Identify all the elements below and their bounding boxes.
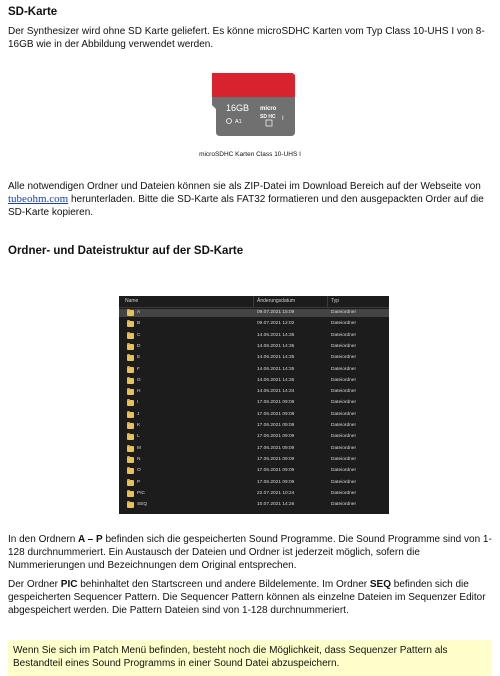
- folder-row[interactable]: [119, 343, 389, 351]
- folder-date: 09.07.2021 15:09: [257, 310, 295, 315]
- folder-row[interactable]: [119, 456, 389, 464]
- folder-date: 17.06.2021 09:08: [257, 423, 295, 428]
- download-paragraph: [8, 180, 494, 219]
- folder-date: 17.06.2021 09:09: [257, 456, 295, 462]
- folder-name: B: [137, 321, 141, 327]
- folders-a-p-paragraph: [8, 533, 496, 572]
- folder-row[interactable]: [119, 445, 389, 453]
- folder-date: 14.06.2021 14:35: [257, 343, 295, 349]
- folder-type: Dateiordner: [331, 490, 357, 496]
- folder-name: PIC: [137, 490, 145, 496]
- folder-row[interactable]: [119, 501, 389, 509]
- card-uhs-mark: I: [282, 116, 284, 122]
- folder-date: 17.06.2021 09:09: [257, 468, 295, 474]
- section-title-folder-structure: Ordner- und Dateistruktur auf der SD-Karte: [8, 245, 244, 257]
- folder-row[interactable]: [119, 309, 389, 317]
- folder-type: Dateiordner: [331, 502, 357, 508]
- folder-type: Dateiordner: [331, 411, 357, 417]
- folder-date: 17.06.2021 09:09: [257, 445, 295, 451]
- folder-name: J: [137, 411, 140, 417]
- folder-icon: [127, 491, 134, 497]
- folder-type: Dateiordner: [331, 389, 357, 395]
- folder-type: Dateiordner: [331, 468, 357, 474]
- folder-date: 14.06.2021 14:34: [257, 389, 295, 395]
- folder-row[interactable]: [119, 332, 389, 340]
- p4-text-a: Der Ordner: [8, 579, 61, 590]
- download-text-a: Alle notwendigen Ordner und Dateien können sie als ZIP-Datei im Download Bereich auf der Webseite von: [8, 181, 481, 192]
- tubeohm-link[interactable]: tubeohm.com: [8, 193, 69, 205]
- card-class-label: A1: [235, 119, 242, 125]
- folder-type: Dateiordner: [331, 434, 357, 440]
- folder-name: A: [137, 310, 141, 315]
- folder-row[interactable]: [119, 320, 389, 328]
- folder-name: C: [137, 332, 141, 338]
- folder-date: 14.06.2021 14:35: [257, 366, 295, 372]
- folder-type: Dateiordner: [331, 456, 357, 462]
- microsd-card-image: [208, 73, 295, 136]
- folder-type: Dateiordner: [331, 400, 357, 406]
- folder-icon: [127, 310, 134, 316]
- folder-icon: [127, 400, 134, 406]
- folder-date: 09.07.2021 12:02: [257, 321, 295, 327]
- folder-row[interactable]: [119, 399, 389, 407]
- file-explorer-screenshot: [119, 296, 389, 514]
- folder-type: Dateiordner: [331, 445, 357, 451]
- note-text: Wenn Sie sich im Patch Menü befinden, besteht noch die Möglichkeit, dass Sequenzer Pattern als Bestandteil eines Sound Programms in einer Sound Datei abzuspeichern.: [13, 645, 448, 669]
- folder-date: 22.07.2021 10:24: [257, 490, 295, 496]
- folder-icon: [127, 355, 134, 361]
- folder-row[interactable]: [119, 433, 389, 441]
- folder-date: 17.06.2021 09:08: [257, 411, 295, 417]
- folder-row[interactable]: [119, 479, 389, 487]
- folder-icon: [127, 378, 134, 384]
- folder-name: D: [137, 343, 141, 349]
- folder-icon: [127, 423, 134, 429]
- folder-icon: [127, 468, 134, 474]
- card-caption: microSDHC Karten Class 10-UHS I: [199, 151, 301, 158]
- p3-bold-a-p: A – P: [78, 534, 103, 545]
- folder-name: F: [137, 366, 140, 372]
- column-date[interactable]: Änderungsdatum: [257, 298, 296, 304]
- folder-name: K: [137, 423, 141, 428]
- p4-bold-pic: PIC: [60, 579, 78, 590]
- section-title-sd-karte: SD-Karte: [8, 6, 58, 18]
- folder-date: 14.06.2021 14:35: [257, 332, 295, 338]
- folders-pic-seq-paragraph: [8, 578, 496, 617]
- card-capacity: 16GB: [226, 103, 250, 113]
- intro-paragraph: Der Synthesizer wird ohne SD Karte geliefert. Es könne microSDHC Karten vom Typ Class 10-UHS I von 8-16GB wie in der Abbildung verwendet werden.: [8, 26, 485, 50]
- folder-icon: [127, 502, 134, 508]
- folder-name: E: [137, 355, 141, 361]
- folder-name: O: [137, 468, 141, 474]
- folder-date: 14.06.2021 14:35: [257, 377, 295, 383]
- folder-row[interactable]: [119, 388, 389, 396]
- folder-row[interactable]: [119, 354, 389, 362]
- folder-icon: [127, 457, 134, 463]
- folder-type: Dateiordner: [331, 310, 357, 315]
- folder-icon: [127, 480, 134, 486]
- folder-type: Dateiordner: [331, 332, 357, 338]
- p4-bold-seq: SEQ: [369, 579, 391, 590]
- folder-date: 17.06.2021 09:09: [257, 434, 295, 440]
- p3-text-c: befinden sich die gespeicherten Sound Programme. Die Sound Programme sind von 1-128 durchnummeriert. Ein Austausch der Dateien und Ordner ist jederzeit möglich, sofern die Nummerierungen und Bezeichnungen dem Original entsprechen.: [8, 534, 492, 571]
- folder-name: N: [137, 456, 141, 462]
- folder-icon: [127, 321, 134, 327]
- folder-row[interactable]: [119, 467, 389, 475]
- folder-date: 17.06.2021 09:08: [257, 400, 295, 406]
- folder-icon: [127, 389, 134, 395]
- folder-type: Dateiordner: [331, 343, 357, 349]
- folder-type: Dateiordner: [331, 355, 357, 361]
- folder-name: G: [137, 377, 141, 383]
- folder-date: 10.07.2021 14:26: [257, 502, 295, 508]
- folder-row[interactable]: [119, 490, 389, 498]
- patch-menu-note: [8, 640, 492, 676]
- folder-row[interactable]: [119, 377, 389, 385]
- explorer-header: [119, 296, 389, 308]
- folder-name: H: [137, 389, 141, 395]
- folder-icon: [127, 333, 134, 339]
- folder-name: M: [137, 445, 141, 451]
- folder-icon: [127, 344, 134, 350]
- folder-row[interactable]: [119, 411, 389, 419]
- p4-text-c: behinhaltet den Startscreen und andere Bildelemente. Im Ordner: [77, 579, 370, 590]
- folder-icon: [127, 434, 134, 440]
- folder-icon: [127, 367, 134, 373]
- folder-type: Dateiordner: [331, 377, 357, 383]
- download-text-b: herunterladen. Bitte die SD-Karte als FAT32 formatieren und den ausgepackten Order auf die SD-Karte kopieren.: [8, 194, 484, 218]
- folder-icon: [127, 446, 134, 452]
- folder-type: Dateiordner: [331, 321, 357, 327]
- folder-name: SEQ: [137, 502, 148, 508]
- folder-name: L: [137, 434, 140, 440]
- card-brand: micro: [260, 106, 277, 112]
- p4-text-e: befinden sich die gespeicherten Sequencer Pattern. Die Sequencer Pattern können als einzelne Dateien im Sequenzer Editor abgespeichert werden. Die Pattern Dateien sind von 1-128 durchnummeriert.: [8, 579, 486, 616]
- folder-type: Dateiordner: [331, 479, 357, 485]
- p3-text-a: In den Ordnern: [8, 534, 79, 545]
- folder-icon: [127, 412, 134, 418]
- folder-date: 14.06.2021 14:35: [257, 355, 295, 361]
- folder-name: I: [137, 400, 139, 406]
- folder-row[interactable]: [119, 366, 389, 374]
- column-name[interactable]: Name: [125, 298, 139, 304]
- folder-type: Dateiordner: [331, 366, 357, 372]
- folder-name: P: [137, 479, 141, 485]
- column-type[interactable]: Typ: [331, 298, 340, 304]
- folder-row[interactable]: [119, 422, 389, 430]
- card-sd-logo: SD HC: [260, 114, 276, 120]
- folder-type: Dateiordner: [331, 423, 357, 428]
- folder-date: 17.06.2021 09:09: [257, 479, 295, 485]
